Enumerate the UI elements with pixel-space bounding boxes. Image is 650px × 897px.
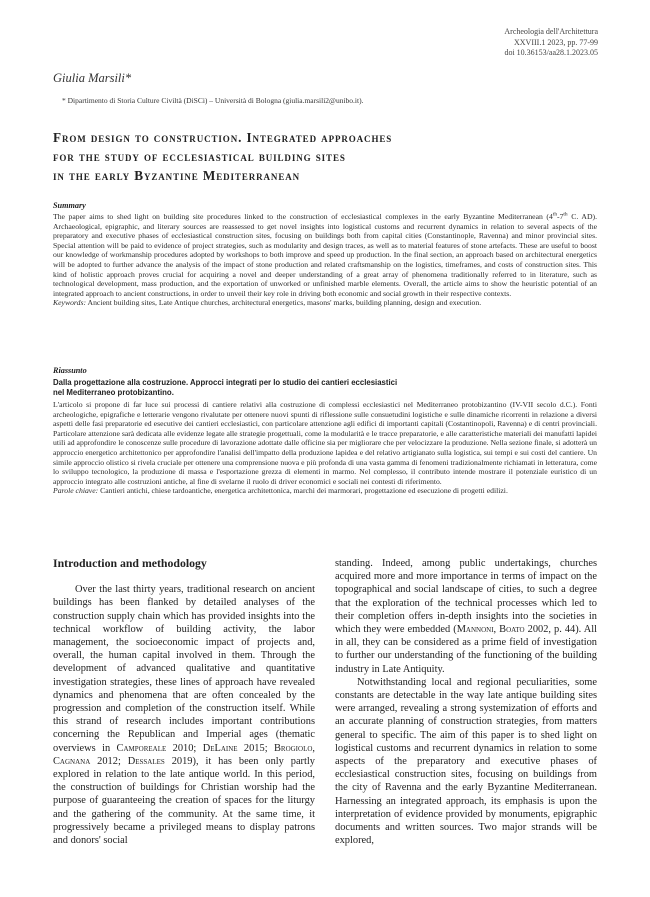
citation: Dessales (127, 755, 165, 767)
section-heading-introduction: Introduction and methodology (53, 556, 207, 570)
summary-block (53, 212, 597, 308)
body-text: standing. Indeed, among public undertakings, churches acquired more and more importance in terms of impact on the topographical and social landscape of cities, to such a degree that the exploration of the technical processes which led to their completion offers in-depth insights into the societies in which they were embedded ( (335, 558, 597, 636)
riassunto-title-line-2: nel Mediterraneo protobizantino. (53, 388, 174, 397)
keywords-text: Ancient building sites, Late Antique churches, architectural energetics, masons' marks, building planning, design and execution. (86, 298, 482, 308)
summary-heading: Summary (53, 201, 86, 210)
keywords-label: Keywords: (53, 298, 87, 308)
journal-info (504, 27, 598, 59)
body-text: 2019), it has been only partly explored in relation to the late antique world. In this period, the construction of buildings for Christian worship had the purpose of guaranteeing the creation of spaces for the liturgy and the gathering of the community. At the same time, it progressively became a privileged means to display patrons and donors' social (53, 755, 315, 847)
body-text: ; (193, 742, 203, 754)
riassunto-title (53, 378, 573, 398)
author-name: Giulia Marsili* (53, 71, 132, 85)
citation: Brogiolo, Cagnana (53, 742, 315, 767)
parole-chiave-label: Parole chiave: (53, 486, 99, 496)
riassunto-block (53, 400, 597, 496)
paper-title (53, 128, 573, 185)
body-column-right (335, 557, 597, 847)
riassunto-keywords (53, 486, 597, 496)
body-paragraph (53, 583, 315, 847)
body-text: 2002, p. 44). All in all, they can be considered as a prime field of investigation to further our understanding of the functioning of the building industry in Late Antiquity. (335, 624, 597, 675)
summary-keywords (53, 298, 597, 308)
riassunto-title-line-1: Dalla progettazione alla costruzione. Approcci integrati per lo studio dei cantieri ecclesiastici (53, 378, 398, 387)
body-text: 2012; (90, 755, 128, 767)
journal-issue: XXVIII.1 2023, pp. 77-99 (514, 37, 598, 47)
body-paragraph: Notwithstanding local and regional peculiarities, some constants are detectable in the way late antique building sites were arranged, revealing a strong systemization of efforts and an accurate planning of construction strategies, from matters general to specific. The aim of this paper is to shed light on logistical customs and recurrent dynamics in relation to some aspects of the preparatory and executive phases of ecclesiastical construction sites, focusing on buildings from the city of Ravenna and the early Byzantine Mediterranean. Harnessing an integrated approach, its emphasis is upon the interpretation of evidence provided by monuments, epigraphic documents and written sources. Two major strands will be explored, (335, 676, 597, 847)
journal-name: Archeologia dell'Architettura (504, 27, 598, 36)
citation: Mannoni, Boato (456, 624, 525, 636)
title-line-1: From design to construction. Integrated approaches (53, 130, 393, 145)
title-line-3: in the early Byzantine Mediterranean (53, 168, 301, 183)
citation: Camporeale 2010 (116, 742, 194, 754)
body-text: Over the last thirty years, traditional research on ancient buildings has been flanked by detailed analyses of the construction supply chain which has provided insights into the technical workflow of building activity, the labor management, the socioeconomic impact of projects and, overall, the human capital involved in them. Through the development of advanced qualitative and quantitative investigation strategies, these lines of approach have revealed dynamics and phenomena that are often concealed by the progression and completion of the construction itself. While this strand of research includes important contributions concerning the Republican and Imperial ages (thematic overviews in (53, 584, 315, 754)
journal-doi: doi 10.36153/aa28.1.2023.05 (504, 48, 598, 57)
body-column-left (53, 557, 315, 847)
parole-chiave-text: Cantieri antichi, chiese tardoantiche, energetica architettonica, marchi dei marmorari, progettazione ed esecuzione di progetti edilizi. (98, 486, 508, 496)
body-text: 2015; (237, 742, 274, 754)
title-line-2: for the study of ecclesiastical building sites (53, 149, 346, 164)
riassunto-heading: Riassunto (53, 366, 87, 375)
riassunto-text: L'articolo si propone di far luce sui processi di cantiere relativi alla costruzione di complessi ecclesiastici nel Mediterraneo protobizantino (IV-VII secolo d.C.). Fonti archeologiche, epigrafiche e letterarie vengono rivalutate per ottenere nuovi spunti di riflessione sulle consuetudini logistiche e sulle dinamiche ricorrenti in relazione a diversi aspetti delle fasi preparatorie ed esecutive dei cantieri ecclesiastici, con particolare attenzione agli edifici di importanti capitali (Costantinopoli, Ravenna) e di centri provinciali. Particolare attenzione sarà dedicata alle evidenze legate alle strategie progettuali, come la modularità e le tracce preparatorie, e alle caratteristiche materiali dei manufatti lapidei utili ad approfondire le conoscenze sulle procedure di lavorazione adottate dalle officine sia per migliorare che per velocizzare la produzione. Nella sezione finale, si adotterà un approccio energetico architettonico per approfondire l'analisi dell'impatto della produzione lapidea e del relativo artigianato sulla logistica, sui tempi e sui costi del cantiere. Un simile approccio olistico si rivela cruciale per ottenere una comprensione nuova e più profonda di una vasta gamma di fenomeni tradizionalmente richiamati in letteratura, come lo sviluppo tecnologico, la produzione di massa e l'esportazione grezza di elementi in marmo. Nel complesso, il contributo intende mostrare il potenziale euristico di un approccio integrato alle costruzioni antiche, al fine di svelarne il ruolo di driver economici e sociali nei contesti di riferimento. (53, 400, 597, 486)
body-paragraph (335, 557, 597, 676)
citation: DeLaine (202, 742, 238, 754)
author-affiliation: * Dipartimento di Storia Culture Civiltà (DiSCi) – Università di Bologna (giulia.marsili2@unibo.it). (62, 96, 364, 105)
summary-text: The paper aims to shed light on building site procedures linked to the construction of ecclesiastical complexes in the early Byzantine Mediterranean (4th-7th C. AD). Archaeological, epigraphic, and literary sources are reassessed to get novel insights into logistical customs and recurrent dynamics in relation to several aspects of the preparatory and executive phases of ecclesiastical construction sites, focusing on buildings both from capital cities (Constantinople, Ravenna) and minor provincial sites. Special attention will be paid to evidence of project strategies, such as modularity and design traces, as well as to material features of stone artefacts. These are useful to boost our knowledge of workmanship procedures adopted by workshops to both improve and speed up production. In the final section, an approach based on architectural energetics will be adopted to further advance the analysis of the impact of stone production and related craftsmanship on the logistics, timeframes, and costs of construction sites. This kind of holistic approach proves crucial for acquiring a novel and deeper understanding of a great array of phenomena traditionally referred to in literature, such as technological development, mass production, and the exportation of unworked or unfinished marble elements. Overall, the article aims to show the heuristic potential of an integrated approach to ancient constructions, in order to unveil their key role in driving both economic and social growth in their respective contexts. (53, 211, 597, 298)
